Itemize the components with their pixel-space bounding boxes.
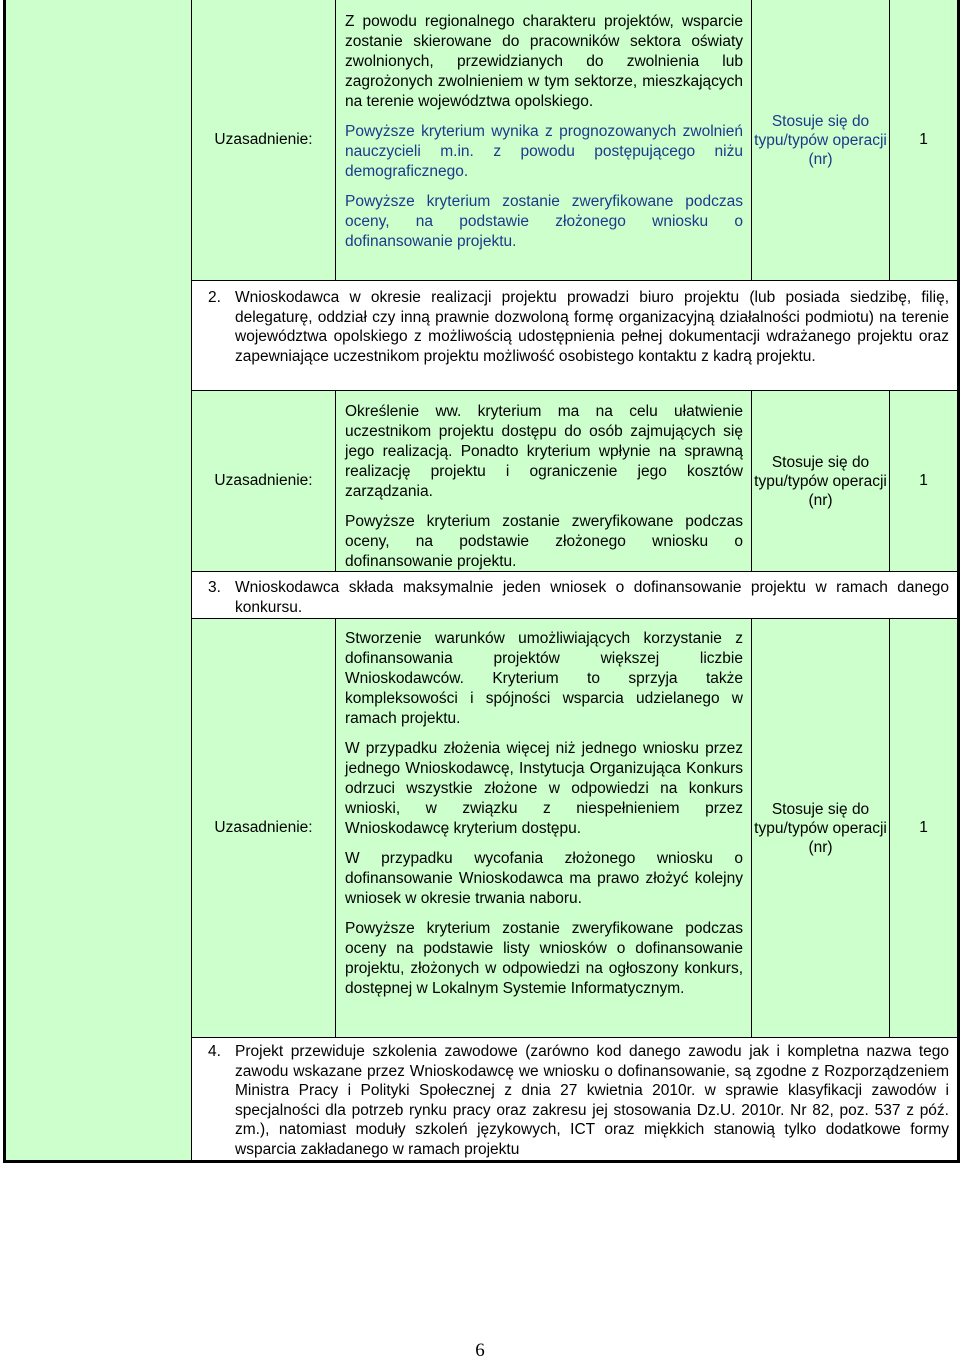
page-number: 6: [475, 1340, 485, 1361]
criterion-number: 2.: [208, 289, 221, 306]
applies-to-operations: Stosuje się do typu/typów operacji (nr): [752, 619, 890, 1037]
justification-label: Uzasadnienie:: [192, 391, 336, 571]
justification-paragraph: Powyższe kryterium wynika z prognozowanych zwolnień nauczycieli m.in. z powodu postępującego niżu demograficznego.: [345, 123, 743, 180]
justification-text: [336, 0, 752, 280]
criterion-number: 4.: [208, 1043, 221, 1060]
applies-to-operations: Stosuje się do typu/typów operacji (nr): [752, 0, 890, 280]
left-column: [6, 0, 192, 1160]
justification-paragraph: W przypadku wycofania złożonego wniosku o dofinansowanie Wnioskodawca ma prawo złożyć kolejny wniosek w okresie trwania naboru.: [345, 850, 743, 907]
justification-text: [336, 619, 752, 1037]
justification-row-2: [192, 390, 957, 572]
operation-number: 1: [890, 391, 957, 571]
justification-label: Uzasadnienie:: [192, 0, 336, 280]
justification-text: [336, 391, 752, 571]
justification-paragraph: Powyższe kryterium zostanie zweryfikowane podczas oceny, na podstawie złożonego wniosku o dofinansowanie projektu.: [345, 513, 743, 570]
criterion-3: [192, 578, 957, 617]
justification-paragraph: Stworzenie warunków umożliwiających korzystanie z dofinansowania projektów większej liczbie Wnioskodawców. Kryterium to sprzyja także kompleksowości i spójności wsparcia udzielanego w ramach projektu.: [345, 630, 743, 727]
criteria-table: [3, 0, 960, 1163]
criterion-2: [192, 288, 957, 366]
criterion-text: Wnioskodawca w okresie realizacji projektu prowadzi biuro projektu (lub posiada siedzibę, filię, delegaturę, oddział czy inną prawnie dozwoloną formę organizacyjną działalności podmiotu) na terenie województwa opolskiego z możliwością udostępnienia pełnej dokumentacji wdrażanego projektu oraz zapewniające uczestnikom projektu możliwość osobistego kontaktu z kadrą projektu.: [235, 289, 949, 365]
criterion-4: [192, 1042, 957, 1159]
criterion-text: Projekt przewiduje szkolenia zawodowe (zarówno kod danego zawodu jak i kompletna nazwa tego zawodu wskazane przez Wnioskodawcę we wniosku o dofinansowanie, są zgodne z Rozporządzeniem Ministra Pracy i Polityki Społecznej z dnia 27 kwietnia 2010r. w sprawie klasyfikacji zawodów i specjalności dla potrzeb rynku pracy oraz zakresu jej stosowania Dz.U. 2010r. Nr 82, poz. 537 z póź. zm.), natomiast moduły szkoleń językowych, ICT oraz miękkich stanowią tylko dodatkowe formy wsparcia zakładanego w ramach projektu: [235, 1043, 949, 1158]
justification-row-3: [192, 618, 957, 1038]
operation-number: 1: [890, 619, 957, 1037]
justification-paragraph: Z powodu regionalnego charakteru projektów, wsparcie zostanie skierowane do pracowników sektora oświaty zwolnionych, przewidzianych do zwolnienia lub zagrożonych zwolnieniem w tym sektorze, mieszkających na terenie województwa opolskiego.: [345, 13, 743, 110]
justification-paragraph: Określenie ww. kryterium ma na celu ułatwienie uczestnikom projektu dostępu do osób zajmujących się jego realizacją. Ponadto kryterium wpłynie na sprawną realizację projektu i ograniczenie jego kosztów zarządzania.: [345, 403, 743, 500]
criterion-text: Wnioskodawca składa maksymalnie jeden wniosek o dofinansowanie projektu w ramach danego konkursu.: [235, 579, 949, 616]
operation-number: 1: [890, 0, 957, 280]
justification-label: Uzasadnienie:: [192, 619, 336, 1037]
justification-paragraph: W przypadku złożenia więcej niż jednego wniosku przez jednego Wnioskodawcę, Instytucja Organizująca Konkurs odrzuci wszystkie złożone w odpowiedzi na konkurs wnioski, w związku z niespełnieniem przez Wnioskodawcę kryterium dostępu.: [345, 740, 743, 837]
criterion-number: 3.: [208, 579, 221, 596]
justification-paragraph: Powyższe kryterium zostanie zweryfikowane podczas oceny, na podstawie złożonego wniosku o dofinansowanie projektu.: [345, 193, 743, 250]
justification-paragraph: Powyższe kryterium zostanie zweryfikowane podczas oceny na podstawie listy wniosków o dofinansowanie projektu, złożonych w odpowiedzi na ogłoszony konkurs, dostępnej w Lokalnym Systemie Informatycznym.: [345, 920, 743, 997]
justification-row-1: [192, 0, 957, 281]
applies-to-operations: Stosuje się do typu/typów operacji (nr): [752, 391, 890, 571]
